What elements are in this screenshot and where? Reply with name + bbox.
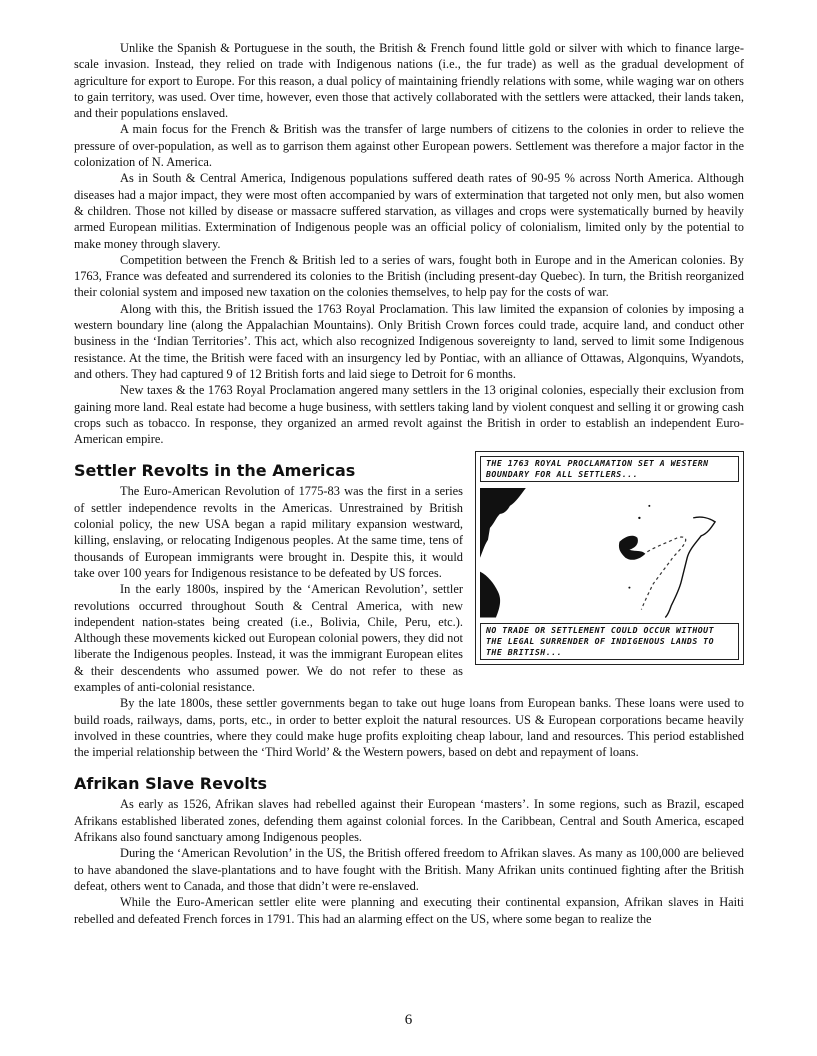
boundary-line	[641, 537, 685, 610]
section-heading: Settler Revolts in the Americas	[74, 461, 356, 481]
figure-caption-bottom: NO TRADE OR SETTLEMENT COULD OCCUR WITHOUT THE LEGAL SURRENDER OF INDIGENOUS LANDS TO THE BRITISH...	[480, 623, 739, 660]
paragraph: The Euro-American Revolution of 1775-83 was the first in a series of settler independence revolts in the Americas. Unrestrained by British colonial policy, the new USA began a rapid military expansion westward, killing, enslaving, or relocating Indigenous peoples. At the same time, tens of thousands of European immigrants were brought in. Despite this, it would take over 100 years for Indigenous resistance to be defeated by US forces.	[74, 484, 463, 580]
paragraph: As in South & Central America, Indigenous populations suffered death rates of 90-95 % across North America. Although diseases had a major impact, they were most often accompanied by wars of extermination that targeted not only men, but also women & children. Those not killed by disease or massacre suffered starvation, as villages and crops were systematically burned by heavily armed European militias. Extermination of Indigenous people was an official policy of colonialism, limited only by the potential to make money through slavery.	[74, 171, 744, 251]
section-heading: Afrikan Slave Revolts	[74, 774, 268, 794]
north-america-east-coast-map	[480, 488, 739, 618]
proclamation-map-figure	[475, 451, 744, 665]
coastline	[480, 488, 526, 558]
paragraph: While the Euro-American settler elite were planning and executing their continental expansion, Afrikan slaves in Haiti rebelled and defeated French forces in 1791. This had an alarming effect on the US, where some began to realize the	[74, 895, 744, 926]
dot-marker	[648, 505, 650, 507]
figure-caption-top: THE 1763 ROYAL PROCLAMATION SET A WESTERN BOUNDARY FOR ALL SETTLERS...	[480, 456, 739, 482]
dot-marker	[628, 587, 630, 589]
paragraph: New taxes & the 1763 Royal Proclamation angered many settlers in the 13 original colonies, especially their exclusion from gaining more land. Real estate had become a huge business, with settlers taking land by violent conquest and selling it or growing cash crops such as tobacco. In response, they organized an armed revolt against the British in order to establish an independent Euro-American empire.	[74, 383, 744, 447]
page-number: 6	[404, 1012, 413, 1028]
paragraph: By the late 1800s, these settler governments began to take out huge loans from European banks. These loans were used to build roads, railways, dams, ports, etc., in order to better exploit the natural resources. US & European corporations became heavily involved in these countries, where they could make huge profits exploiting cheap labour, land and resources. This period established the imperial relationship between the ‘Third World’ & the Western powers, based on debt and repayment of loans.	[74, 696, 744, 760]
paragraph: As early as 1526, Afrikan slaves had rebelled against their European ‘masters’. In some regions, such as Brazil, escaped Afrikans established liberated zones, defending them against colonial forces. In the Caribbean, Central and South America, escaped Afrikans also found sanctuary among Indigenous peoples.	[74, 797, 744, 845]
paragraph: Along with this, the British issued the 1763 Royal Proclamation. This law limited the expansion of colonies by imposing a western boundary line (along the Appalachian Mountains). Only British Crown forces could trade, acquire land, and conduct other business in the ‘Indian Territories’. This act, which also recognized Indigenous sovereignty to land, served to limit some Indigenous resistance. At the time, the British were faced with an insurgency led by Pontiac, with an alliance of Ottawas, Algonquins, Wyandots, and others. They had captured 9 of 12 British forts and laid siege to Detroit for 6 months.	[74, 301, 744, 381]
dot-marker	[638, 517, 640, 519]
coastline	[665, 518, 715, 618]
paragraph: A main focus for the French & British was the transfer of large numbers of citizens to the colonies in order to relieve the pressure of over-population, as well as to garrison them against other European powers. Settlement was therefore a major factor in the colonization of N. America.	[74, 122, 744, 170]
paragraph: During the ‘American Revolution’ in the US, the British offered freedom to Afrikan slaves. As many as 100,000 are believed to have abandoned the slave-plantations and to have fought with the British. Many Afrikan units continued fighting after the British defeat, others went to Canada, and those that didn’t were re-enslaved.	[74, 846, 744, 893]
document-page	[74, 40, 744, 927]
paragraph: In the early 1800s, inspired by the ‘American Revolution’, settler revolutions occurred throughout South & Central America, with new independent nation-states being created (i.e., Bolivia, Chile, Peru, etc.). Although these movements kicked out European colonial powers, they did not liberate the Indigenous peoples. Instead, it was the immigrant European elites & their descendents who assumed power. We do not refer to these as examples of anti-colonial resistance.	[74, 582, 463, 694]
paragraph: Unlike the Spanish & Portuguese in the south, the British & French found little gold or silver with which to finance large-scale invasion. Instead, they relied on trade with Indigenous nations (i.e., the fur trade) as well as the gradual development of agriculture for export to Europe. For this reason, a dual policy of maintaining friendly relations with some, while waging war on others to gain territory, was used. Over time, however, even those that actively collaborated with the settlers were attacked, their lands taken, and their populations enslaved.	[74, 41, 744, 121]
coastline	[480, 572, 500, 618]
lake-shapes	[619, 536, 645, 560]
paragraph: Competition between the French & British led to a series of wars, fought both in Europe and in the American colonies. By 1763, France was defeated and surrendered its colonies to the British (including present-day Quebec). In turn, the British reorganized their colonial system and imposed new taxation on the colonies themselves, to help pay for the costs of war.	[74, 252, 744, 300]
